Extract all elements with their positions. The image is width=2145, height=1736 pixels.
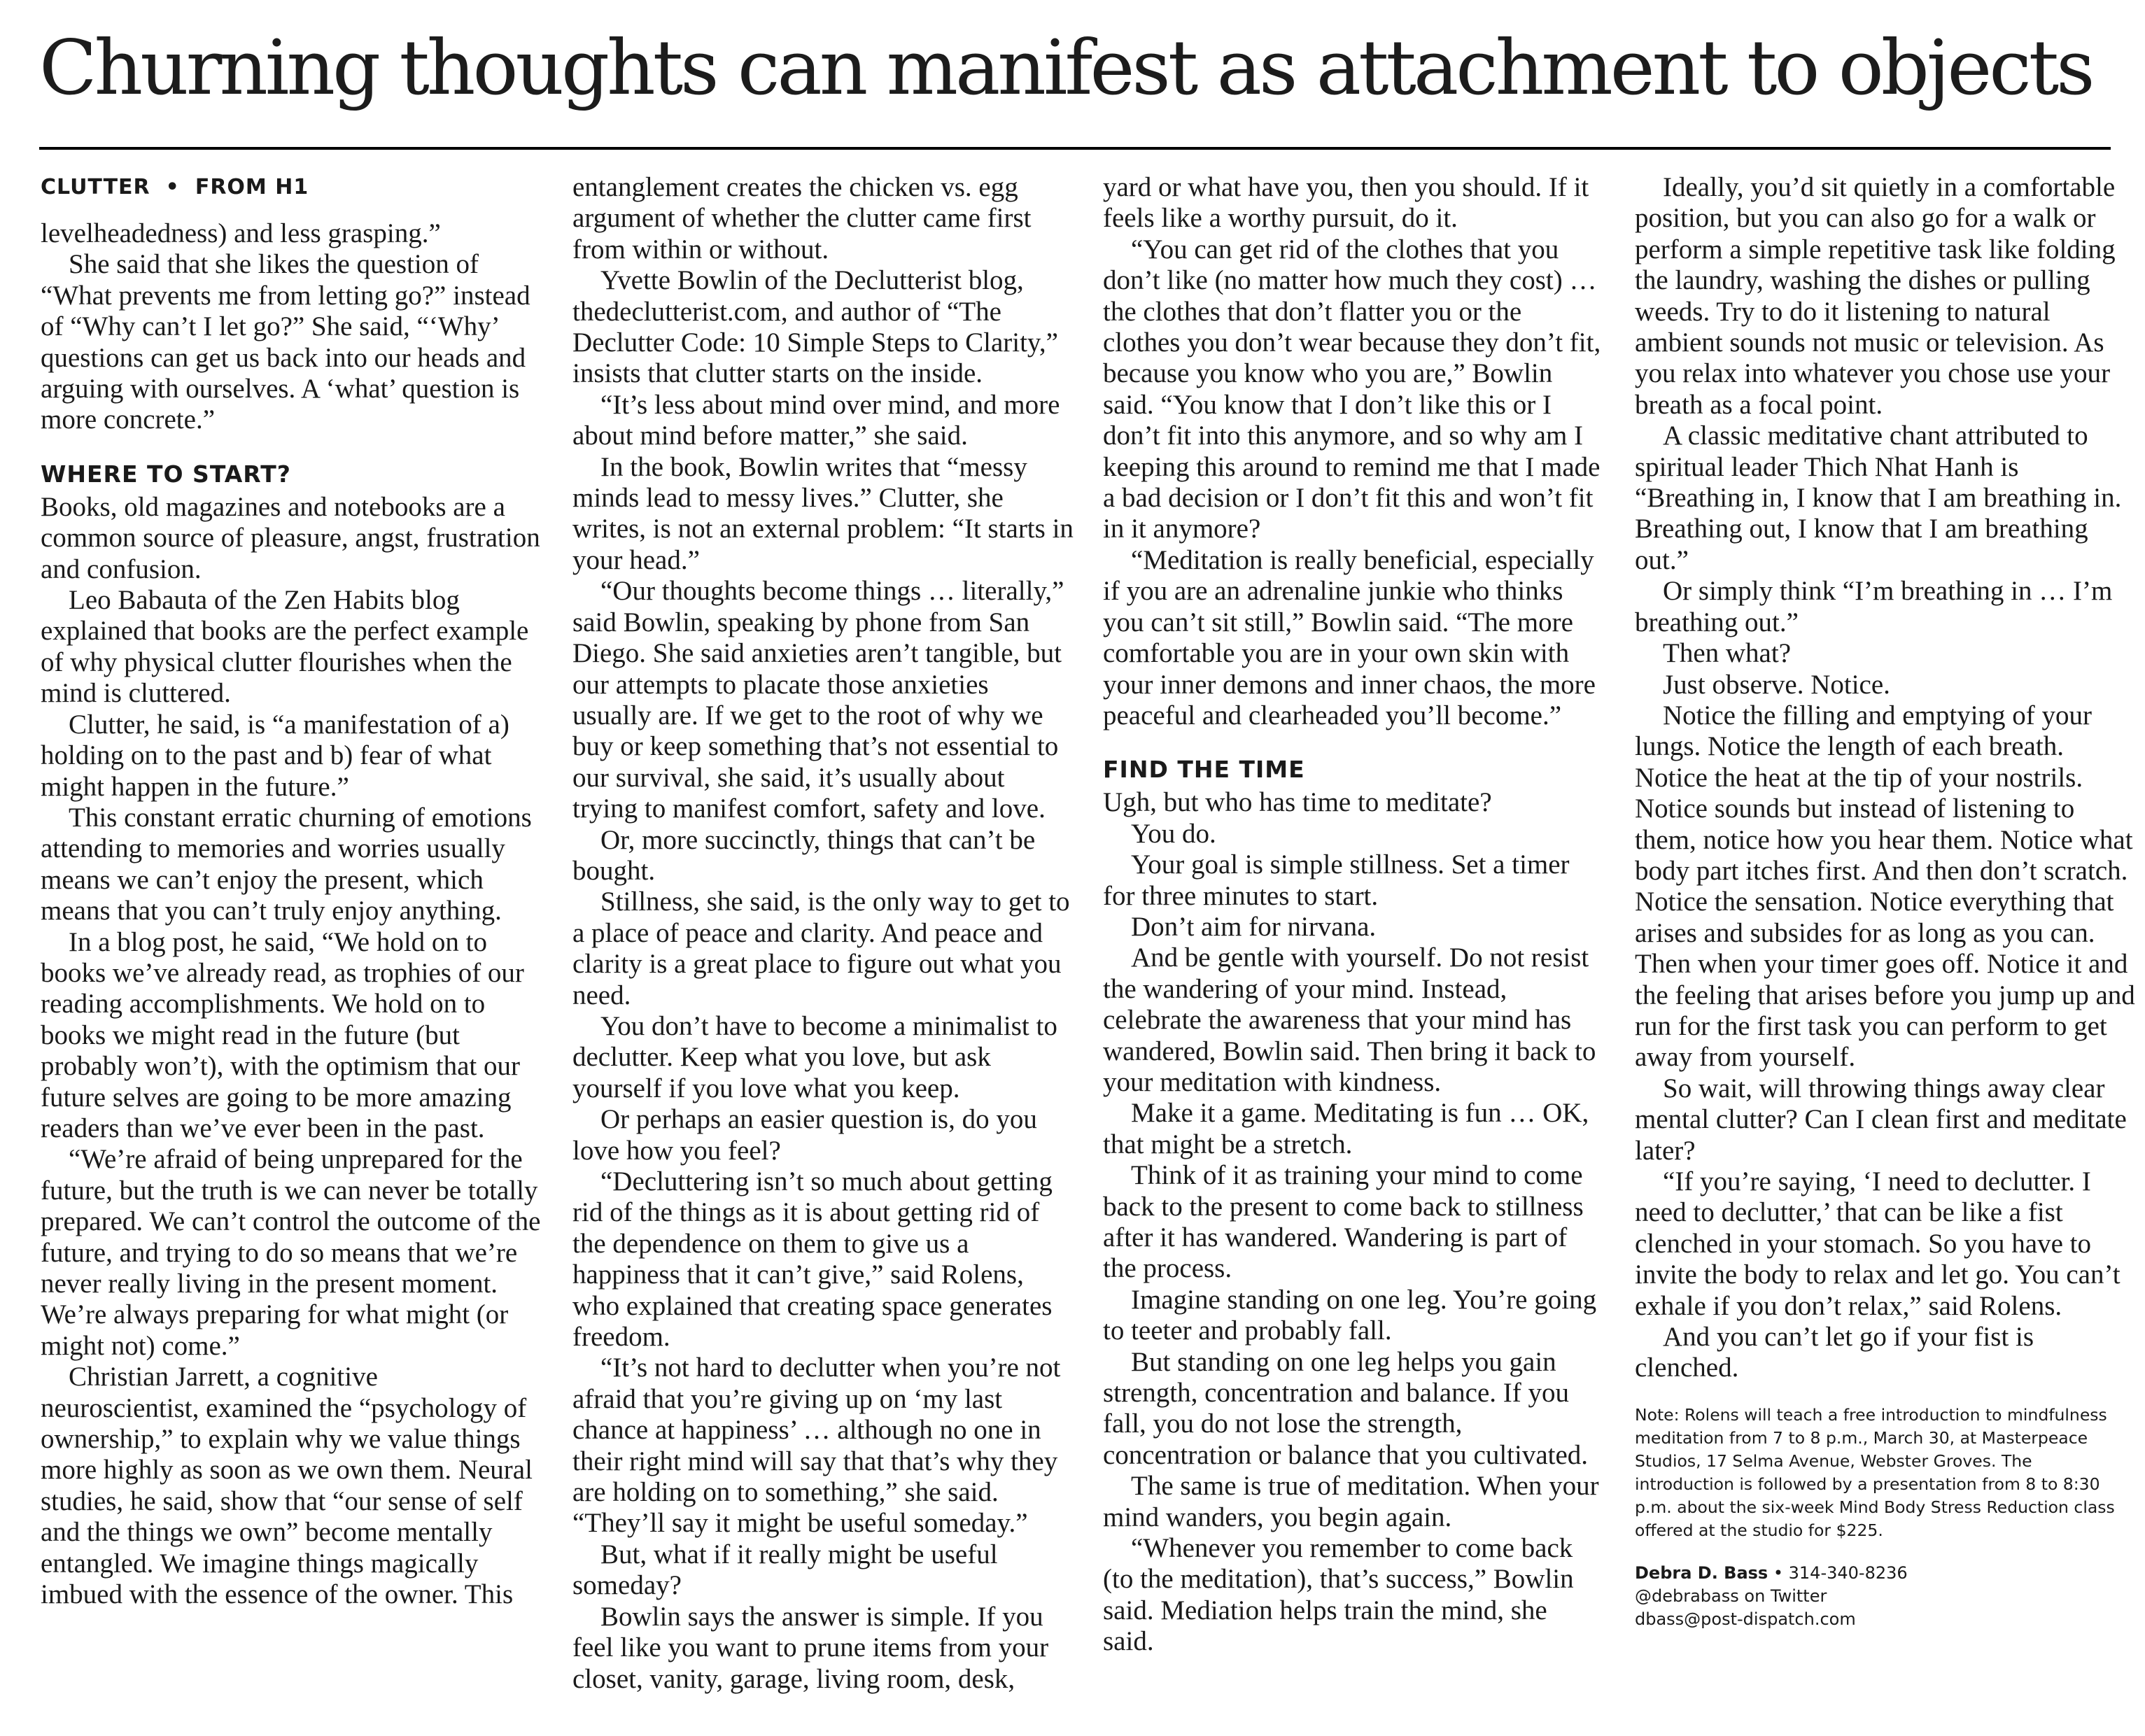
paragraph: Then what? xyxy=(1663,638,1792,669)
paragraph: “Whenever you remember to come back (to the meditation), that’s success,” Bowlin said. Mediation helps train the mind, she said. xyxy=(1103,1533,1574,1657)
article-column-2 xyxy=(572,172,1074,1695)
paragraph: Or perhaps an easier question is, do you love how you feel? xyxy=(572,1104,1037,1166)
paragraph: Don’t aim for nirvana. xyxy=(1131,911,1377,942)
paragraph: Stillness, she said, is the only way to get to a place of peace and clarity. And peace and clarity is a great place to figure out what you need. xyxy=(572,887,1070,1010)
paragraph: Books, old magazines and notebooks are a common source of pleasure, angst, frustration and confusion. xyxy=(41,491,540,584)
paragraph: Ugh, but who has time to meditate? xyxy=(1103,787,1492,818)
author-email: dbass@post-dispatch.com xyxy=(1635,1609,1856,1629)
paragraph: Imagine standing on one leg. You’re going to teeter and probably fall. xyxy=(1103,1284,1597,1346)
paragraph: Or simply think “I’m breathing in … I’m breathing out.” xyxy=(1635,576,2113,637)
paragraph: yard or what have you, then you should. If it feels like a worthy pursuit, do it. xyxy=(1103,172,1589,234)
subhead-find-the-time: FIND THE TIME xyxy=(1103,756,1305,784)
author-phone: • 314-340-8236 xyxy=(1768,1562,1908,1583)
paragraph: “It’s not hard to declutter when you’re not afraid that you’re giving up on ‘my last chance at happiness’ … although no one in their right mind will say that that’s why they are holding on to something,” she said. “They’ll say it might be useful someday.” xyxy=(572,1353,1061,1539)
paragraph: Just observe. Notice. xyxy=(1663,669,1890,700)
paragraph: “We’re afraid of being unprepared for the future, but the truth is we can never be totally prepared. We can’t control the outcome of the future, and trying to do so means that we’re never really living in the present moment. We’re always preparing for what might (or might not) come.” xyxy=(41,1144,541,1361)
paragraph: And you can’t let go if your fist is clenched. xyxy=(1635,1322,2034,1383)
paragraph: Yvette Bowlin of the Declutterist blog, thedeclutterist.com, and author of “The Declutter Code: 10 Simple Steps to Clarity,” insists that clutter starts on the inside. xyxy=(572,265,1058,389)
paragraph: Your goal is simple stillness. Set a timer for three minutes to start. xyxy=(1103,849,1570,911)
paragraph: In a blog post, he said, “We hold on to books we’ve already read, as trophies of our reading accomplishments. We hold on to books we might read in the future (but probably won’t), with the optimism that our future selves are going to be more amazing readers than we’ve ever been in the past. xyxy=(41,926,524,1143)
paragraph: But, what if it really might be useful someday? xyxy=(572,1539,998,1601)
paragraph: Leo Babauta of the Zen Habits blog explained that books are the perfect example of why physical clutter flourishes when the mind is cluttered. xyxy=(41,585,529,709)
paragraph: And be gentle with yourself. Do not resist the wandering of your mind. Instead, celebrate the awareness that your mind has wandered, Bowlin said. Then bring it back to your meditation with kindness. xyxy=(1103,943,1596,1097)
subhead-where-to-start: WHERE TO START? xyxy=(41,460,291,488)
paragraph: levelheadedness) and less grasping.” xyxy=(41,218,441,248)
article-column-3 xyxy=(1103,172,1604,1658)
paragraph: You don’t have to become a minimalist to declutter. Keep what you love, but ask yourself if you love what you keep. xyxy=(572,1010,1057,1103)
section-kicker xyxy=(41,172,542,203)
kicker-separator: • xyxy=(165,175,180,199)
paragraph: In the book, Bowlin writes that “messy minds lead to messy lives.” Clutter, she writes, is not an external problem: “It starts in your head.” xyxy=(572,451,1074,575)
paragraph: Christian Jarrett, a cognitive neuroscientist, examined the “psychology of ownership,” to explain why we value things more highly as soon as we own them. Neural studies, he said, show that “our sense of self and the things we own” become mentally entangled. We imagine things magically imbued with the essence of the owner. This xyxy=(41,1362,533,1610)
author-twitter: @debrabass on Twitter xyxy=(1635,1586,1827,1606)
paragraph: Think of it as training your mind to come back to the present to come back to stillness after it has wandered. Wandering is part of the process. xyxy=(1103,1160,1584,1284)
byline-contact xyxy=(1635,1562,2136,1585)
paragraph: Clutter, he said, is “a manifestation of a) holding on to the past and b) fear of what might happen in the future.” xyxy=(41,709,509,802)
paragraph: “If you’re saying, ‘I need to declutter. I need to declutter,’ that can be like a fist clenched in your stomach. So you have to invite the body to relax and let go. You can’t exhale if you don’t relax,” said Rolens. xyxy=(1635,1166,2121,1321)
event-note: Note: Rolens will teach a free introduction to mindfulness meditation from 7 to 8 p.m., March 30, at Masterpeace Studios, 17 Selma Avenue, Webster Groves. The introduction is followed by a presentation from 8 to 8:30 p.m. about the six-week Mind Body Stress Reduction class offered at the studio for $225. xyxy=(1635,1404,2115,1540)
headline: Churning thoughts can manifest as attachment to objects xyxy=(39,24,2093,112)
paragraph: “It’s less about mind over mind, and more about mind before matter,” she said. xyxy=(572,389,1060,451)
paragraph: She said that she likes the question of “What prevents me from letting go?” instead of “Why can’t I let go?” She said, “‘Why’ questions can get us back into our heads and arguing with ourselves. A ‘what’ question is more concrete.” xyxy=(41,249,530,435)
paragraph: “Decluttering isn’t so much about getting rid of the things as it is about getting rid of the dependence on them to give us a happiness that it can’t give,” said Rolens, who explained that creating space generates freedom. xyxy=(572,1166,1053,1353)
paragraph: Ideally, you’d sit quietly in a comfortable position, but you can also go for a walk or perform a simple repetitive task like folding the laundry, washing the dishes or pulling weeds. Try to do it listening to natural ambient sounds not music or television. As you relax into whatever you chose use your breath as a focal point. xyxy=(1635,172,2116,420)
paragraph: Bowlin says the answer is simple. If you feel like you want to prune items from your closet, vanity, garage, living room, desk, xyxy=(572,1601,1049,1694)
kicker-jump: FROM H1 xyxy=(195,175,309,199)
headline-rule xyxy=(39,147,2111,150)
paragraph: “Our thoughts become things … literally,” said Bowlin, speaking by phone from San Diego. She said anxieties aren’t tangible, but our attempts to placate those anxieties usually are. If we get to the root of why we buy or keep something that’s not essential to our survival, she said, it’s usually about trying to manifest comfort, safety and love. xyxy=(572,576,1064,824)
paragraph: You do. xyxy=(1131,818,1216,849)
article-column-4 xyxy=(1635,172,2136,1631)
paragraph: entanglement creates the chicken vs. egg argument of whether the clutter came first from within or without. xyxy=(572,172,1032,264)
paragraph: So wait, will throwing things away clear mental clutter? Can I clean first and meditate later? xyxy=(1635,1073,2127,1166)
paragraph: A classic meditative chant attributed to spiritual leader Thich Nhat Hanh is “Breathing in, I know that I am breathing in. Breathing out, I know that I am breathing out.” xyxy=(1635,421,2122,575)
paragraph: Notice the filling and emptying of your lungs. Notice the length of each breath. Notice the heat at the tip of your nostrils. Notice sounds but instead of listening to them, notice how you hear them. Notice what body part itches first. And then don’t scratch. Notice the sensation. Notice everything that arises and subsides for as long as you can. Then when your timer goes off. Notice it and the feeling that arises before you jump up and run for the first task you can perform to get away from yourself. xyxy=(1635,700,2135,1073)
paragraph: This constant erratic churning of emotions attending to memories and worries usually means we can’t enjoy the present, which means that you can’t truly enjoy anything. xyxy=(41,802,532,926)
paragraph: The same is true of meditation. When your mind wanders, you begin again. xyxy=(1103,1471,1599,1532)
paragraph: Or, more succinctly, things that can’t be bought. xyxy=(572,824,1036,886)
byline xyxy=(1635,1562,2136,1631)
article-column-1 xyxy=(41,172,542,1610)
author-name: Debra D. Bass xyxy=(1635,1562,1768,1583)
kicker-section: CLUTTER xyxy=(41,175,150,199)
paragraph: “Meditation is really beneficial, especially if you are an adrenaline junkie who thinks you can’t sit still,” Bowlin said. “The more comfortable you are in your own skin with your inner demons and inner chaos, the more peaceful and clearheaded you’ll become.” xyxy=(1103,544,1596,731)
paragraph: “You can get rid of the clothes that you don’t like (no matter how much they cost) … the clothes that don’t flatter you or the clothes you don’t wear because they don’t fit, because you know who you are,” Bowlin said. “You know that I don’t like this or I don’t fit into this anymore, and so why am I keeping this around to remind me that I made a bad decision or I don’t fit this and won’t fit in it anymore? xyxy=(1103,234,1601,544)
paragraph: But standing on one leg helps you gain strength, concentration and balance. If you fall, you do not lose the strength, concentration or balance that you cultivated. xyxy=(1103,1346,1589,1470)
paragraph: Make it a game. Meditating is fun … OK, that might be a stretch. xyxy=(1103,1098,1589,1159)
